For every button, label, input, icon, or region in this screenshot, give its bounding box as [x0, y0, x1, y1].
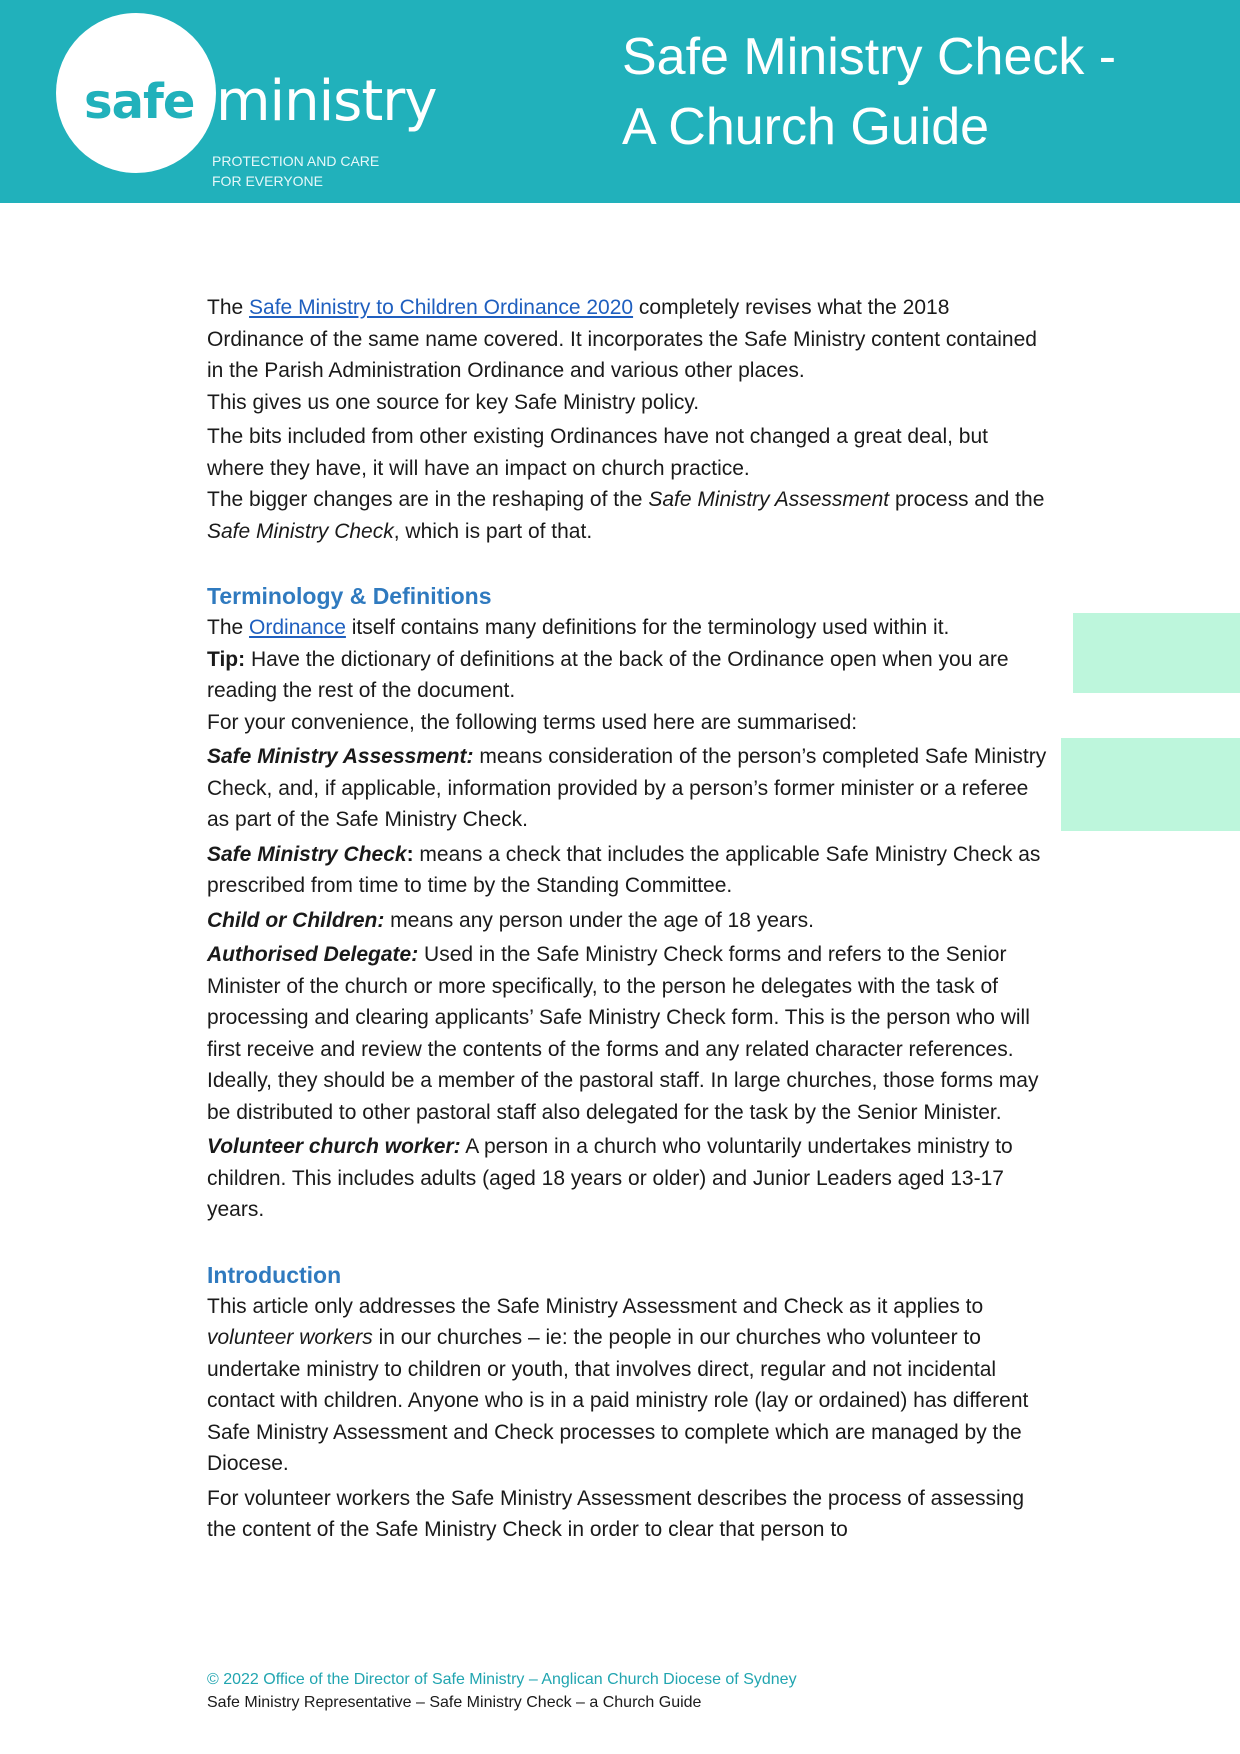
intro-paragraph: This gives us one source for key Safe Ministry policy.: [207, 390, 700, 414]
section-heading-terminology: Terminology & Definitions: [207, 583, 492, 609]
definition-item: Child or Children: means any person under the age of 18 years.: [207, 908, 814, 932]
side-tab-marker: [1061, 738, 1240, 831]
terminology-paragraph: The Ordinance itself contains many definitions for the terminology used within it.: [207, 616, 950, 639]
ordinance-link[interactable]: Ordinance: [249, 616, 346, 639]
logo-wordmark-safe: safe: [84, 74, 195, 130]
intro-paragraph: The bigger changes are in the reshaping of the Safe Ministry Assessment process and the Safe Ministry Check, which is part of that.: [207, 488, 1045, 543]
page-footer: [207, 1668, 1107, 1714]
logo-tagline: PROTECTION AND CARE FOR EVERYONE: [212, 153, 380, 189]
section-heading-introduction: Introduction: [207, 1261, 342, 1288]
terminology-paragraph: For your convenience, the following terms used here are summarised:: [207, 710, 858, 734]
definition-item: Safe Ministry Assessment: means consideration of the person’s completed Safe Ministry Check, and, if applicable, information provided by a person’s former minister or a referee as part of the Safe Ministry Check.: [207, 745, 1047, 831]
intro-paragraph: The Safe Ministry to Children Ordinance 2020 completely revises what the 2018 Ordinance of the same name covered. It incorporates the Safe Ministry content contained in the Parish Administration Ordinance and various other places.: [207, 296, 1037, 382]
footer-copyright: © 2022 Office of the Director of Safe Ministry – Anglican Church Diocese of Sydney: [207, 1671, 797, 1688]
intro-paragraph: The bits included from other existing Ordinances have not changed a great deal, but where they have, it will have an impact on church practice.: [207, 425, 988, 480]
definition-item: Authorised Delegate: Used in the Safe Ministry Check forms and refers to the Senior Minister of the church or more specifically, to the person he delegates with the task of processing and clearing applicants’ Safe Ministry Check form. This is the person who will first receive and review the contents of the forms and any related character references. Ideally, they should be a member of the pastoral staff. In large churches, those forms may be distributed to other pastoral staff also delegated for the task by the Senior Minister.: [207, 943, 1039, 1124]
document-body: [207, 292, 1049, 1546]
page-header: [0, 0, 1240, 203]
tip-paragraph: Tip: Have the dictionary of definitions at the back of the Ordinance open when you are reading the rest of the document.: [207, 647, 1009, 702]
introduction-paragraph: This article only addresses the Safe Ministry Assessment and Check as it applies to volunteer workers in our churches – ie: the people in our churches who volunteer to undertake ministry to children or youth, that involves direct, regular and not incidental contact with children. Anyone who is in a paid ministry role (lay or ordained) has different Safe Ministry Assessment and Check processes to complete which are managed by the Diocese.: [207, 1294, 1029, 1475]
footer-document-name: Safe Ministry Representative – Safe Ministry Check – a Church Guide: [207, 1694, 702, 1711]
logo-wordmark-ministry: ministry: [216, 69, 437, 134]
definition-item: Volunteer church worker: A person in a church who voluntarily undertakes ministry to children. This includes adults (aged 18 years or older) and Junior Leaders aged 13-17 years.: [207, 1135, 1013, 1221]
introduction-paragraph: For volunteer workers the Safe Ministry Assessment describes the process of assessing the content of the Safe Ministry Check in order to clear that person to: [207, 1486, 1025, 1541]
definition-item: Safe Ministry Check: means a check that includes the applicable Safe Ministry Check as prescribed from time to time by the Standing Committee.: [207, 842, 1041, 897]
side-tab-marker: [1073, 613, 1240, 693]
document-title: Safe Ministry Check - A Church Guide: [622, 28, 1117, 156]
ordinance-2020-link[interactable]: Safe Ministry to Children Ordinance 2020: [249, 296, 634, 319]
